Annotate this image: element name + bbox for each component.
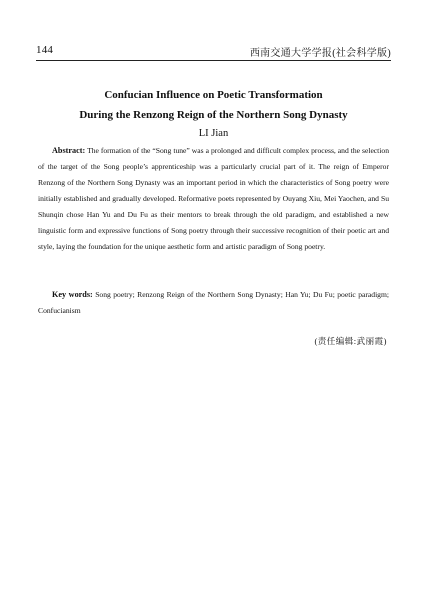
title-line-2: During the Renzong Reign of the Northern Song Dynasty: [79, 109, 348, 121]
journal-name: 西南交通大学学报(社会科学版): [249, 48, 391, 59]
keywords-separator: :: [90, 290, 93, 299]
keywords-text: Song poetry; Renzong Reign of the Northern Song Dynasty; Han Yu; Du Fu; poetic paradigm; Confucianism: [38, 290, 389, 315]
keywords-label: Key words: [52, 290, 91, 299]
abstract-text: The formation of the “Song tune” was a prolonged and difficult complex process, and the selection of the target of the Song people’s apprenticeship was a particularly crucial part of it. The reign of Emperor Renzong of the Northern Song Dynasty was an important period in which the characteristics of Song poetry were initially established and gradually developed. Reformative poets represented by Ouyang Xiu, Mei Yaochen, and Su Shunqin chose Han Yu and Du Fu as their mentors to break through the old paradigm, and established a new linguistic form and expressive functions of Song poetry through their successive recognition of their poetic art and style, laying the foundation for the unique aesthetic form and artistic paradigm of Song poetry.: [38, 146, 389, 251]
header-rule: [36, 60, 391, 61]
editor-note: (责任编辑:武丽霞): [314, 336, 387, 346]
abstract-label: Abstract: [52, 146, 83, 155]
title-line-1: Confucian Influence on Poetic Transformation: [104, 89, 323, 101]
abstract-paragraph: [38, 143, 389, 255]
article-title: [36, 85, 391, 125]
author-name: LI Jian: [198, 128, 229, 139]
keywords-paragraph: [38, 287, 389, 319]
abstract-separator: :: [82, 146, 86, 155]
page-number: 144: [36, 44, 54, 56]
